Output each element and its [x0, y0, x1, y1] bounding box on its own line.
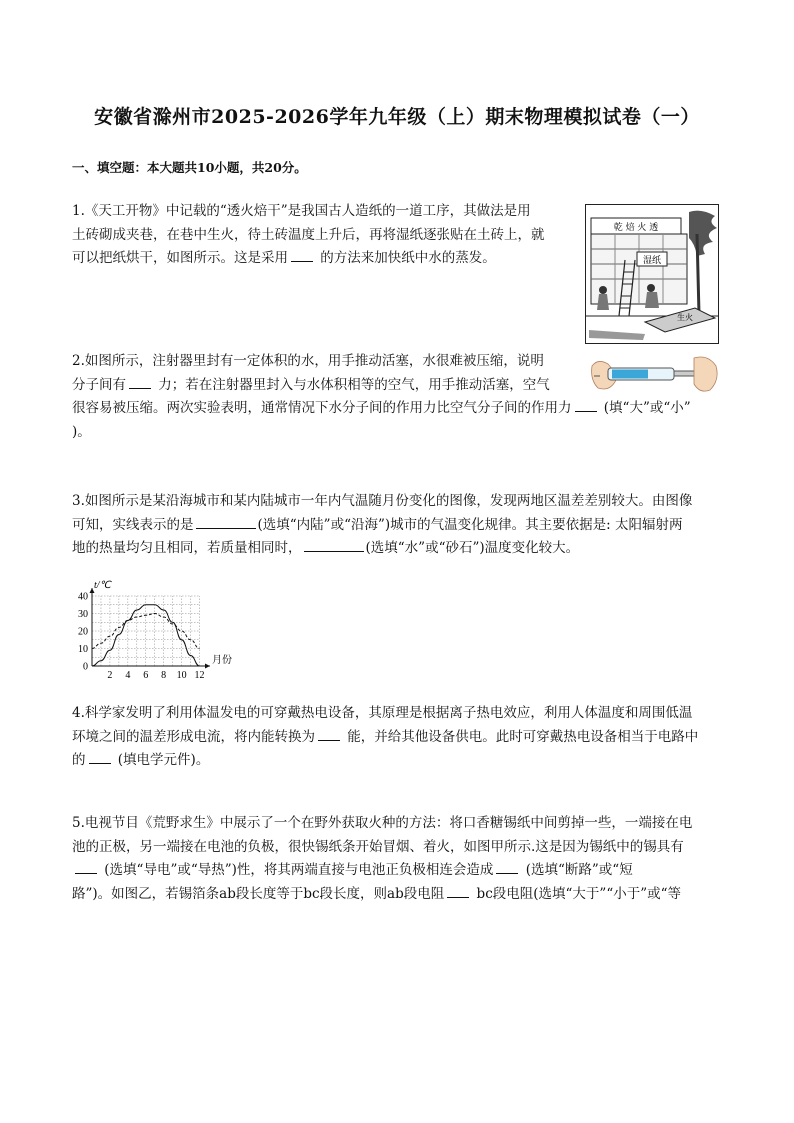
q4-line-2: [72, 726, 732, 750]
x-axis-arrow: [205, 664, 210, 669]
q3-answer-blank-2[interactable]: [304, 537, 364, 552]
q4-answer-blank-1[interactable]: [318, 726, 340, 741]
x-tick-label: 6: [143, 670, 149, 681]
q3-answer-blank-1[interactable]: [196, 514, 256, 529]
page-title: 安徽省滁州市2025-2026学年九年级（上）期末物理模拟试卷（一）: [94, 106, 700, 128]
q5-text-a: (选填“导电”或“导热”)性，将其两端直接与电池正负极相连会造成: [100, 862, 494, 878]
q4-answer-blank-2[interactable]: [89, 749, 111, 764]
wet-paper-label: 湿纸: [642, 256, 662, 266]
q5-line-2: 池的正极，另一端接在电池的负极，很快锡纸条开始冒烟、着火，如图甲所示.这是因为锡纸中的锡具有: [72, 838, 684, 855]
y-tick-label: 20: [78, 626, 88, 638]
q1-line-3: [72, 247, 572, 271]
q2-text-b: 力；若在注射器里封入与水体积相等的空气，用手推动活塞，空气: [154, 376, 550, 393]
y-tick-label: 40: [78, 591, 88, 603]
y-tick-label: 0: [83, 661, 88, 673]
q1-line-1: 1.《天工开物》中记载的“透火焙干”是我国古人造纸的一道工序，其做法是用: [72, 203, 531, 219]
fire-label: 生火: [677, 313, 693, 322]
q5-line-3: [72, 859, 732, 883]
x-tick-label: 4: [125, 670, 131, 681]
q2-text-c: 很容易被压缩。两次实验表明，通常情况下水分子间的作用力比空气分子间的作用力: [72, 400, 572, 416]
q5-text-c: 路”)。如图乙，若锡箔条ab段长度等于bc段长度，则ab段电阻: [72, 885, 445, 902]
q3-text-a: 可知，实线表示的是: [72, 516, 194, 533]
paper-drying-figure: [585, 204, 719, 344]
q3-line-2: [72, 514, 732, 538]
y-tick-label: 30: [78, 609, 88, 620]
q5-answer-blank-2[interactable]: [496, 859, 518, 874]
q3-text-c: 地的热量均匀且相同，若质量相同时，: [72, 540, 302, 556]
temperature-chart: [66, 578, 232, 684]
banner-text: 乾 焙 火 透: [613, 223, 659, 233]
question-5: [72, 812, 732, 906]
q2-answer-blank-2[interactable]: [575, 397, 597, 412]
x-tick-label: 2: [107, 670, 113, 681]
q2-line-1: 2.如图所示，注射器里封有一定体积的水，用手推动活塞，水很难被压缩，说明: [72, 353, 544, 369]
q1-text-a: 可以把纸烘干，如图所示。这是采用: [72, 250, 288, 266]
q2-line-3: [72, 397, 732, 421]
q2-line-4: )。: [72, 423, 91, 440]
x-axis-label: 月份: [212, 655, 232, 666]
q5-line-1: 5.电视节目《荒野求生》中展示了一个在野外获取火种的方法：将口香糖锡纸中间剪掉一些，一端接在电: [72, 815, 693, 831]
q2-text-d: (填“大”或“小”: [599, 400, 691, 416]
x-tick-label: 12: [194, 670, 205, 681]
section-heading: 一、填空题：本大题共10小题，共20分。: [72, 160, 307, 175]
q2-answer-blank-1[interactable]: [129, 374, 151, 389]
q4-line-1: 4.科学家发明了利用体温发电的可穿戴热电设备，其原理是根据离子热电效应，利用人体温度和周围低温: [72, 705, 693, 721]
q4-text-b: 能，并给其他设备供电。此时可穿戴热电设备相当于电路中: [343, 728, 699, 745]
question-1: [72, 200, 572, 271]
y-tick-label: 10: [78, 644, 88, 655]
q5-text-b: (选填“断路”或“短: [521, 862, 633, 878]
syringe-figure: [590, 350, 720, 396]
q1-text-b: 的方法来加快纸中水的蒸发。: [316, 250, 496, 266]
y-axis-label: t/℃: [94, 580, 111, 591]
q5-text-d: bc段电阻(选填“大于”“小于”或“等: [472, 885, 682, 902]
q5-line-4: [72, 883, 732, 907]
question-3: [72, 490, 732, 561]
x-tick-label: 10: [176, 670, 187, 681]
q4-text-d: (填电学元件)。: [113, 752, 210, 768]
q3-text-b: (选填“内陆”或“沿海”)城市的气温变化规律。其主要依据是: 太阳辐射两: [257, 516, 683, 533]
q5-answer-blank-3[interactable]: [447, 883, 469, 898]
question-4: [72, 702, 732, 773]
x-tick-label: 8: [161, 670, 167, 681]
q4-text-c: 的: [72, 752, 86, 768]
q4-line-3: [72, 749, 732, 773]
q3-line-1: 3.如图所示是某沿海城市和某内陆城市一年内气温随月份变化的图像，发现两地区温差差别较大。由图像: [72, 493, 693, 509]
q4-text-a: 环境之间的温差形成电流，将内能转换为: [72, 728, 315, 745]
q3-text-d: (选填“水”或“砂石”)温度变化较大。: [365, 540, 580, 556]
q3-line-3: [72, 537, 732, 561]
q1-answer-blank[interactable]: [291, 247, 313, 262]
q5-answer-blank-1[interactable]: [75, 859, 97, 874]
q2-text-a: 分子间有: [72, 376, 126, 393]
q1-line-2: 土砖砌成夹巷，在巷中生火，待土砖温度上升后，再将湿纸逐张贴在土砖上，就: [72, 226, 545, 243]
